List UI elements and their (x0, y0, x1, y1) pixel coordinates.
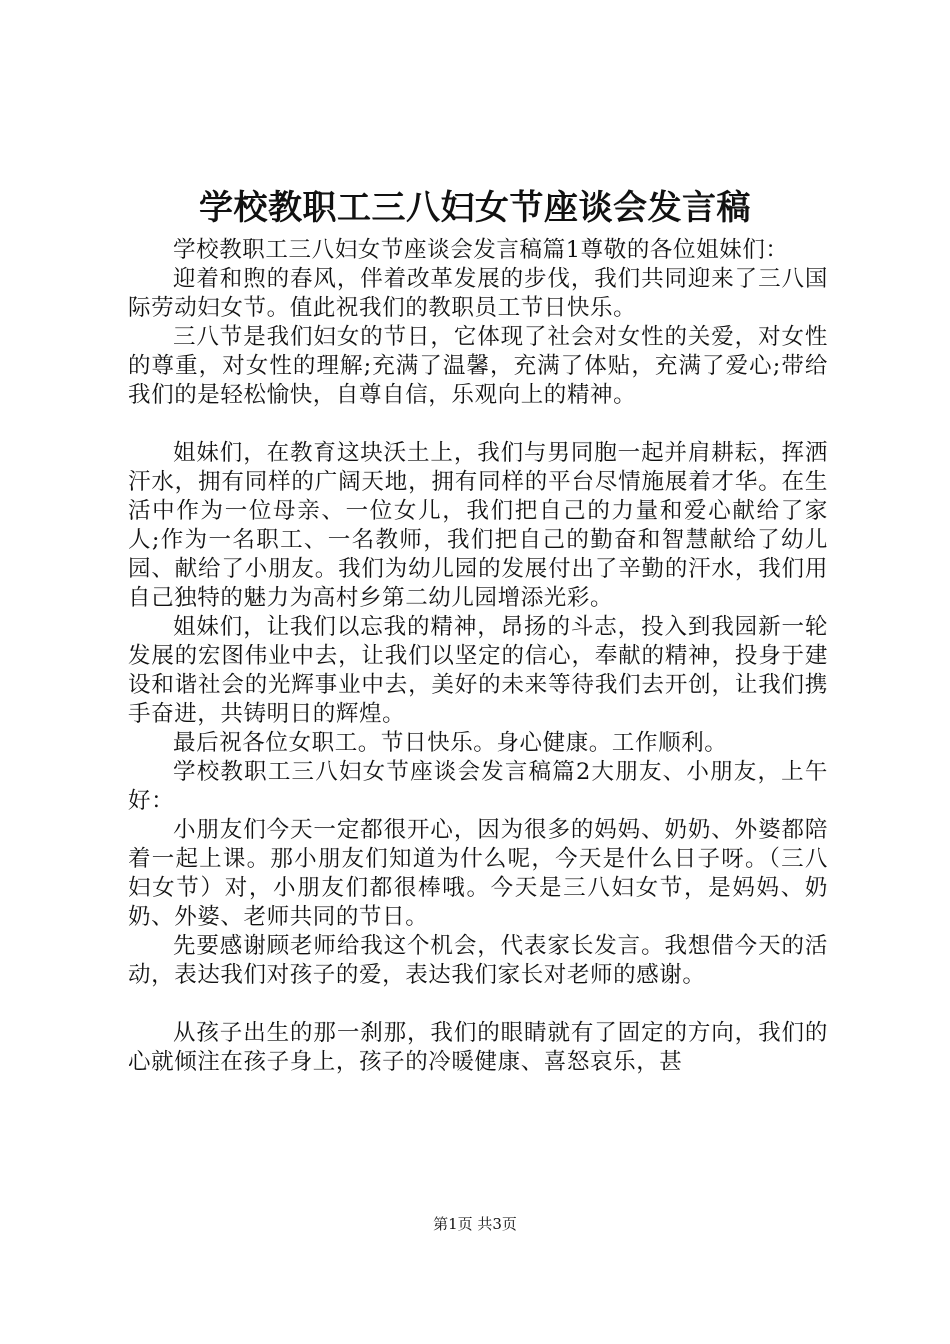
paragraph: 姐妹们，让我们以忘我的精神，昂扬的斗志，投入到我园新一轮发展的宏图伟业中去，让我们以坚定的信心，奉献的精神，投身于建设和谐社会的光辉事业中去，美好的未来等待我们去开创，让我们携手奋进，共铸明日的辉煌。 (128, 614, 828, 727)
paragraph-gap (128, 410, 828, 439)
paragraph: 迎着和煦的春风，伴着改革发展的步伐，我们共同迎来了三八国际劳动妇女节。值此祝我们的教职员工节日快乐。 (128, 266, 828, 321)
paragraph: 先要感谢顾老师给我这个机会，代表家长发言。我想借今天的活动，表达我们对孩子的爱，表达我们家长对老师的感谢。 (128, 933, 828, 988)
paragraph: 三八节是我们妇女的节日，它体现了社会对女性的关爱，对女性的尊重，对女性的理解;充满了温馨，充满了体贴，充满了爱心;带给我们的是轻松愉快，自尊自信，乐观向上的精神。 (128, 324, 828, 408)
paragraph: 学校教职工三八妇女节座谈会发言稿篇1尊敬的各位姐妹们： (173, 237, 789, 263)
paragraph: 最后祝各位女职工。节日快乐。身心健康。工作顺利。 (173, 730, 728, 756)
paragraph: 从孩子出生的那一刹那，我们的眼睛就有了固定的方向，我们的心就倾注在孩子身上，孩子的冷暖健康、喜怒哀乐，甚 (128, 1020, 828, 1075)
paragraph-gap (128, 990, 828, 1019)
paragraph: 学校教职工三八妇女节座谈会发言稿篇2大朋友、小朋友，上午好： (128, 759, 828, 814)
document-title: 学校教职工三八妇女节座谈会发言稿 (199, 188, 751, 228)
paragraph: 小朋友们今天一定都很开心，因为很多的妈妈、奶奶、外婆都陪着一起上课。那小朋友们知道为什么呢，今天是什么日子呀。（三八妇女节）对，小朋友们都很棒哦。今天是三八妇女节，是妈妈、奶奶、外婆、老师共同的节日。 (128, 817, 828, 930)
document-body (128, 236, 828, 1077)
page-footer: 第1页 共3页 (433, 1215, 517, 1233)
paragraph: 姐妹们，在教育这块沃土上，我们与男同胞一起并肩耕耘，挥洒汗水，拥有同样的广阔天地，拥有同样的平台尽情施展着才华。在生活中作为一位母亲、一位女儿，我们把自己的力量和爱心献给了家人;作为一名职工、一名教师，我们把自己的勤奋和智慧献给了幼儿园、献给了小朋友。我们为幼儿园的发展付出了辛勤的汗水，我们用自己独特的魅力为高村乡第二幼儿园增添光彩。 (128, 440, 828, 611)
